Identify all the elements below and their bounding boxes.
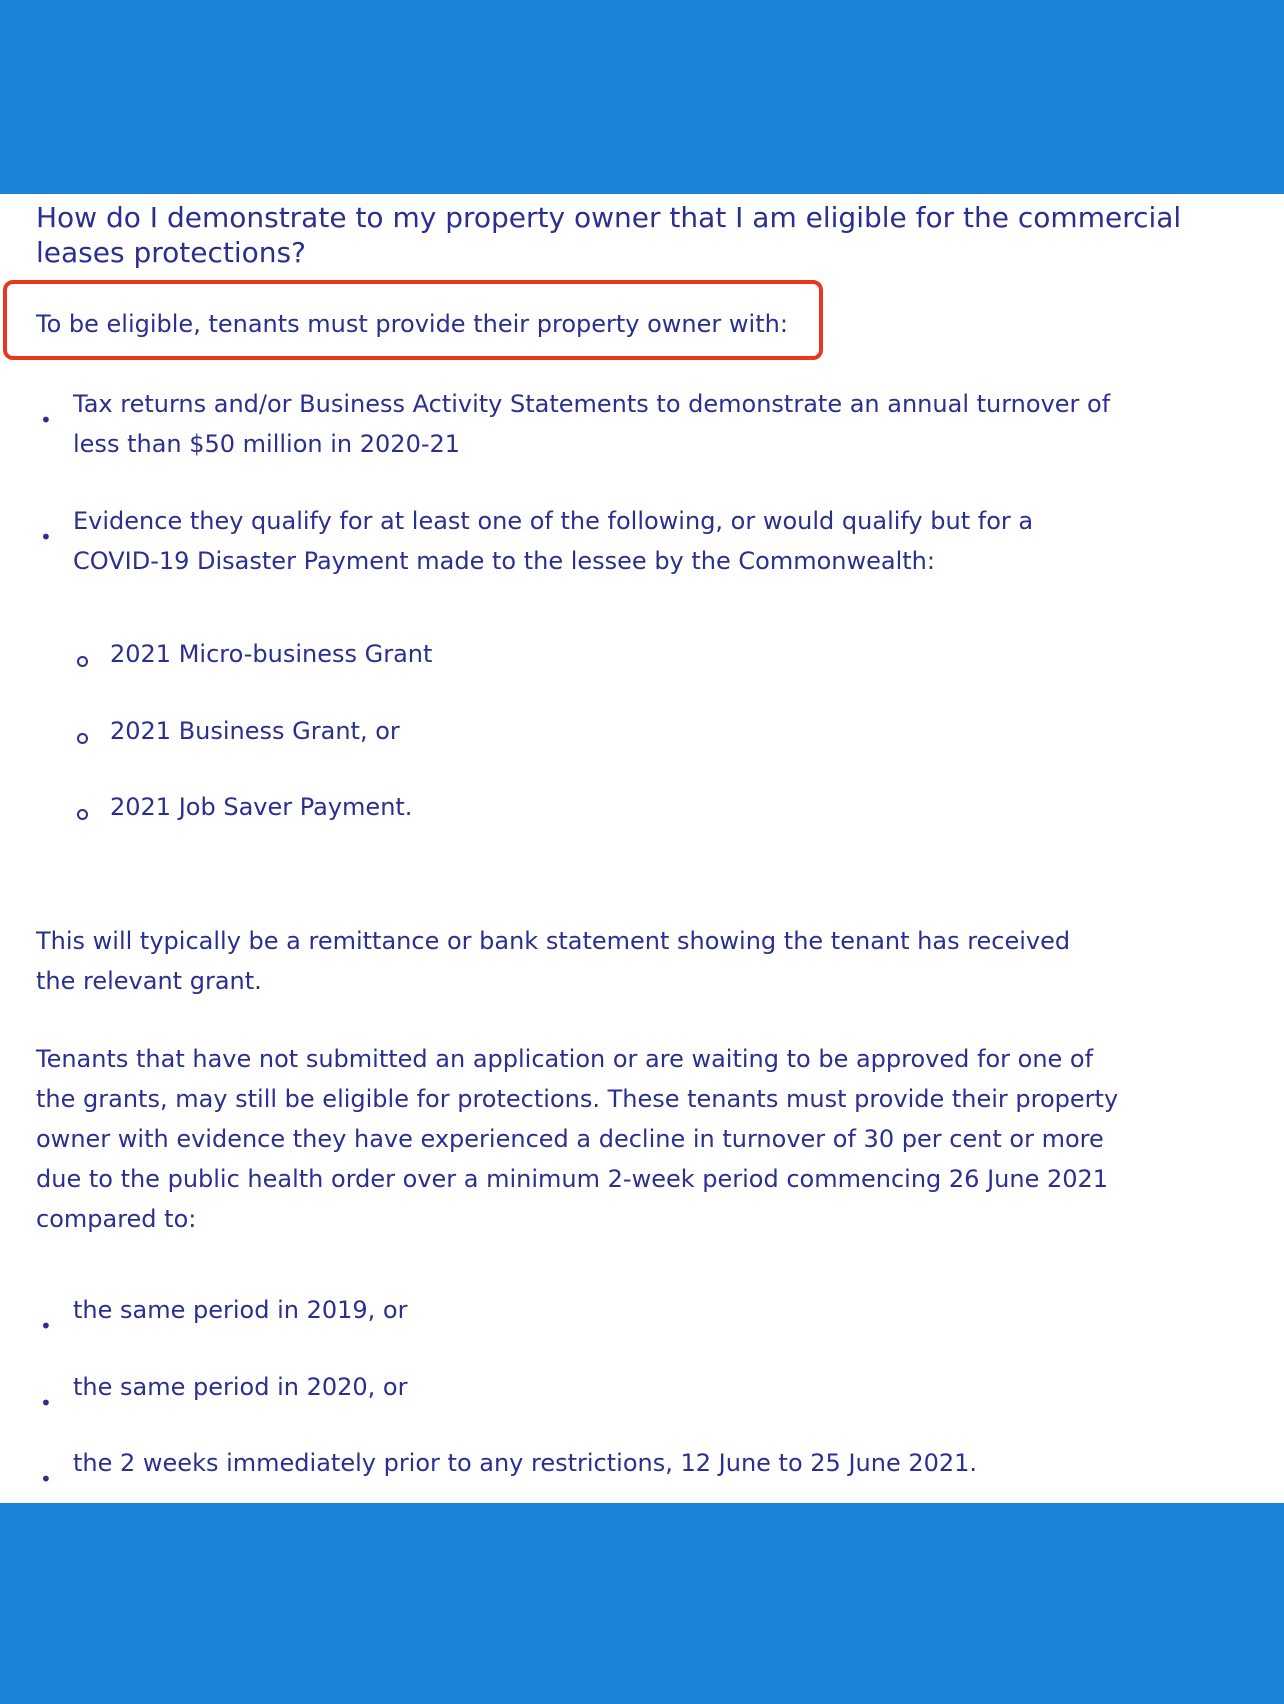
bullet-icon: • xyxy=(40,525,52,549)
top-blue-band xyxy=(0,0,1284,194)
list-item: the 2 weeks immediately prior to any restrictions, 12 June to 25 June 2021. xyxy=(73,1449,978,1477)
faq-question: How do I demonstrate to my property owner that I am eligible for the commercial leases protections? xyxy=(36,201,1182,269)
bullet-icon: • xyxy=(40,1467,52,1491)
bullet-icon: • xyxy=(40,1314,52,1338)
bottom-blue-band xyxy=(0,1503,1284,1704)
bullet-icon: • xyxy=(40,1391,52,1415)
remittance-paragraph: This will typically be a remittance or bank statement showing the tenant has received the relevant grant. xyxy=(36,927,1071,995)
article-content xyxy=(0,194,1284,1503)
eligibility-intro: To be eligible, tenants must provide their property owner with: xyxy=(36,310,788,338)
list-item: the same period in 2020, or xyxy=(73,1373,408,1401)
list-item: 2021 Business Grant, or xyxy=(110,717,400,745)
circle-bullet-icon xyxy=(77,809,88,820)
circle-bullet-icon xyxy=(77,733,88,744)
list-item: Evidence they qualify for at least one of the following, or would qualify but for a COVID-19 Disaster Payment made to the lessee by the Commonwealth: xyxy=(73,507,1034,575)
circle-bullet-icon xyxy=(77,656,88,667)
list-item: 2021 Job Saver Payment. xyxy=(110,793,413,821)
list-item: the same period in 2019, or xyxy=(73,1296,408,1324)
decline-paragraph: Tenants that have not submitted an application or are waiting to be approved for one of the grants, may still be eligible for protections. These tenants must provide their property owner with evidence they have experienced a decline in turnover of 30 per cent or more due to the public health order over a minimum 2-week period commencing 26 June 2021 compared to: xyxy=(36,1045,1119,1233)
list-item: 2021 Micro-business Grant xyxy=(110,640,433,668)
list-item: Tax returns and/or Business Activity Statements to demonstrate an annual turnover of less than $50 million in 2020-21 xyxy=(73,390,1111,458)
bullet-icon: • xyxy=(40,408,52,432)
